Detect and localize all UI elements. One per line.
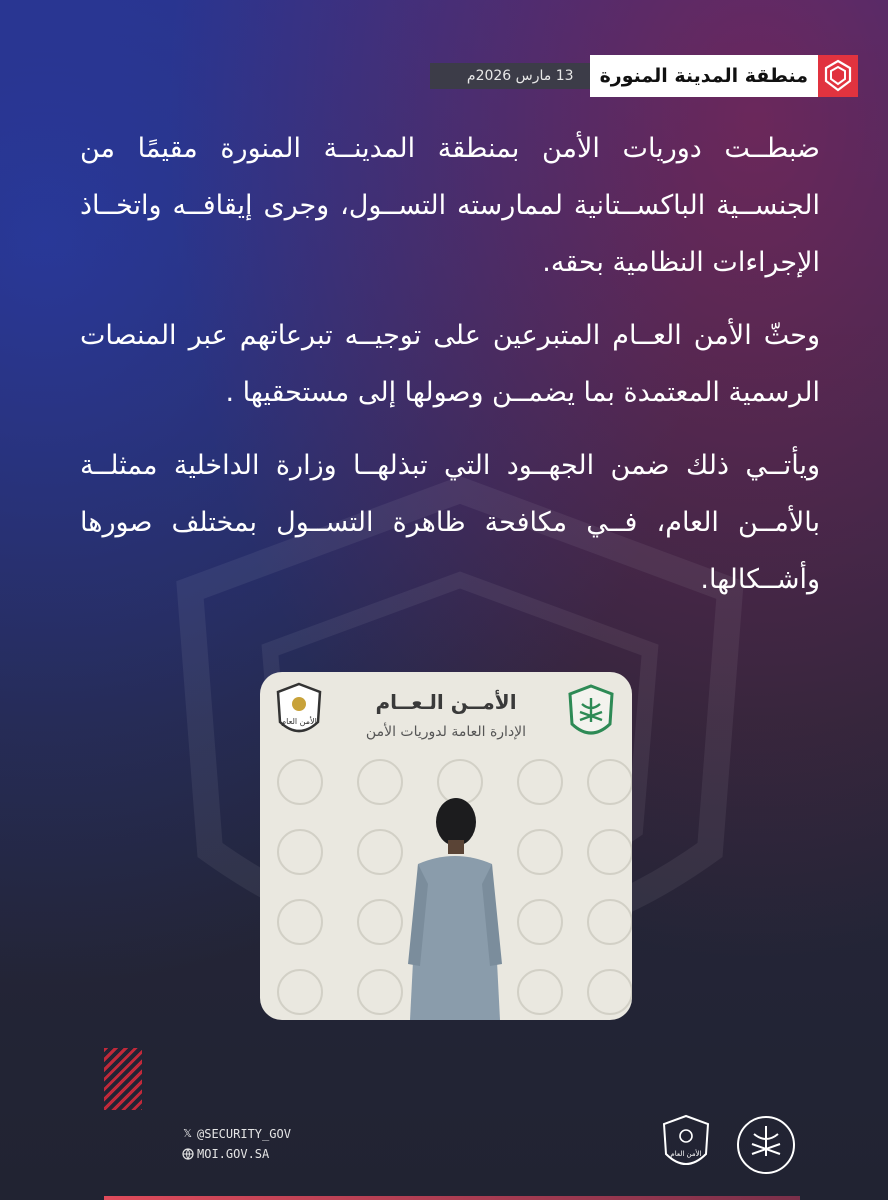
moi-emblem-icon bbox=[738, 1117, 794, 1173]
photo-header bbox=[260, 672, 632, 762]
footer-accent-line bbox=[104, 1196, 800, 1200]
article-body bbox=[80, 120, 820, 624]
paragraph-2: وحثّ الأمن العــام المتبرعين على توجيــه تبرعاتهم عبر المنصات الرسمية المعتمدة بما يضمــن وصولها إلى مستحقيها . bbox=[80, 320, 820, 408]
footer-emblems bbox=[658, 1112, 798, 1178]
photo-title: الأمــن الـعــام bbox=[375, 690, 517, 714]
decorative-stripes bbox=[104, 1048, 142, 1110]
detained-person bbox=[400, 794, 510, 1020]
region-logo bbox=[818, 55, 858, 97]
map-pin-icon bbox=[823, 59, 853, 93]
website-url: MOI.GOV.SA bbox=[197, 1147, 270, 1161]
post-date: 13 مارس 2026م bbox=[430, 63, 590, 89]
public-security-badge-icon bbox=[272, 680, 326, 742]
arrest-photo bbox=[260, 672, 632, 1020]
x-handle: @SECURITY_GOV bbox=[197, 1127, 291, 1141]
x-logo-icon: 𝕏 bbox=[183, 1127, 192, 1140]
website-link[interactable] bbox=[181, 1144, 291, 1164]
globe-icon bbox=[181, 1148, 194, 1161]
region-header bbox=[430, 55, 858, 97]
social-links bbox=[181, 1124, 291, 1164]
paragraph-1: ضبطــت دوريات الأمن بمنطقة المدينــة المنورة مقيمًا من الجنســية الباكســتانية لممارسته التســول، وجرى إيقافــه واتخــاذ الإجراءات النظامية بحقه. bbox=[80, 133, 820, 278]
footer-badge-label: الأمن العام bbox=[670, 1150, 702, 1158]
photo-subtitle: الإدارة العامة لدوريات الأمن bbox=[365, 724, 527, 740]
paragraph-3: ويأتــي ذلك ضمن الجهــود التي تبذلهــا وزارة الداخلية ممثلــة بالأمــن العام، فــي مكافحة ظاهرة التســول بمختلف صورها وأشــكالها. bbox=[80, 450, 820, 595]
photo-badge-label: الأمن العام bbox=[281, 717, 317, 726]
x-handle-link[interactable] bbox=[181, 1124, 291, 1144]
public-security-logo-icon bbox=[664, 1116, 708, 1164]
region-name: منطقة المدينة المنورة bbox=[590, 55, 818, 97]
